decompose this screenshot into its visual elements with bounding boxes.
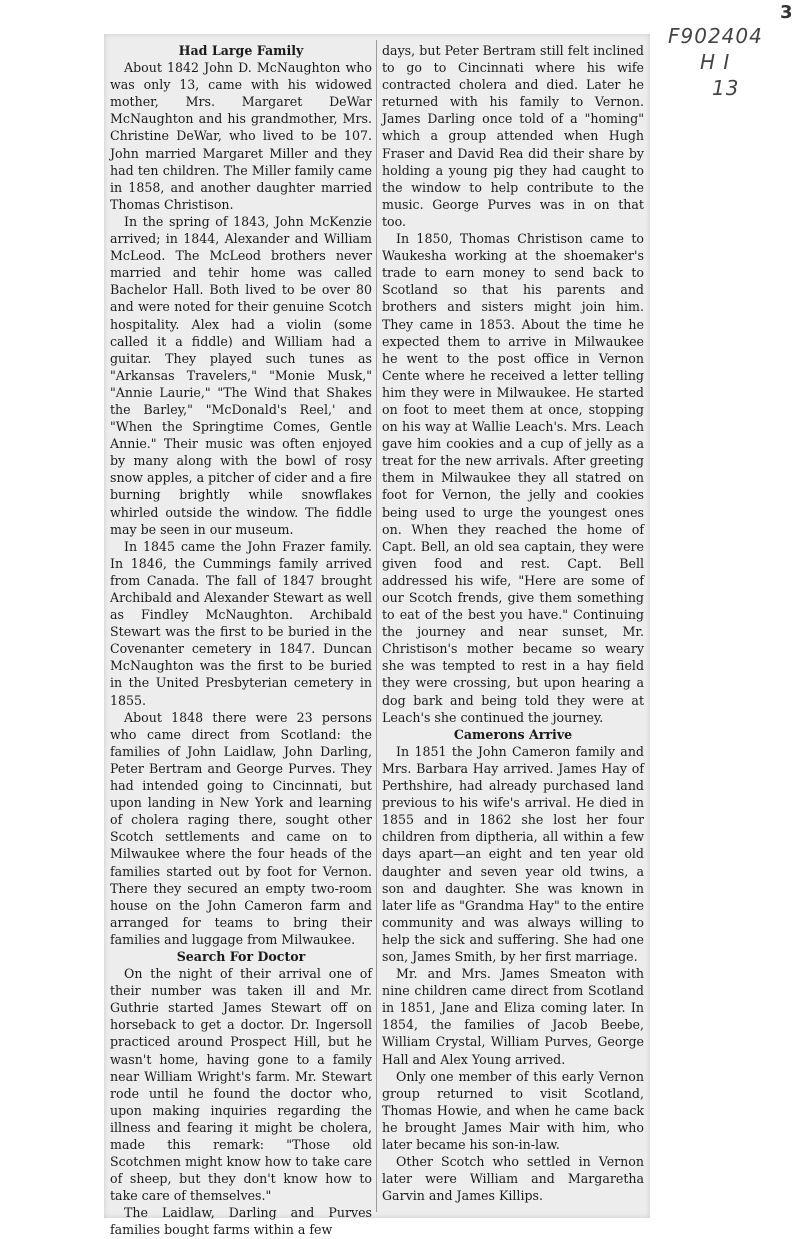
right-column — [382, 42, 644, 1204]
paragraph: days, but Peter Bertram still felt inclined to go to Cincinnati where his wife contracted cholera and died. Later he returned with his family to Vernon. James Darling once told of a "homing" which a group attended when Hugh Fraser and David Rea did their share by holding a young pig they had caught to the window to help contribute to the music. George Purves was in on that too. — [382, 43, 644, 229]
paragraph: In 1851 the John Cameron family and Mrs. Barbara Hay arrived. James Hay of Perthshire, had already purchased land previous to his wife's arrival. He died in 1855 and in 1862 she lost her four children from diptheria, all within a few days apart—an eight and ten year old daughter and seven year old twins, a son and daughter. She was known in later life as "Grandma Hay" to the entire community and was always willing to help the sick and suffering. She had one son, James Smith, by her first marriage. — [382, 743, 644, 964]
paragraph: In the spring of 1843, John McKenzie arrived; in 1844, Alexander and William McLeod. The McLeod brothers never married and tehir home was called Bachelor Hall. Both lived to be over 80 and were noted for their genuine Scotch hospitality. Alex had a violin (some called it a fiddle) and William had a guitar. They played such tunes as "Arkansas Travelers," "Monie Musk," "Annie Laurie," "The Wind that Shakes the Barley," "McDonald's Reel,' and "When the Springtime Comes, Gentle Annie." Their music was often enjoyed by many along with the bowl of rosy snow apples, a pitcher of cider and a fire burning brightly while snowflakes whirled outside the window. The fiddle may be seen in our museum. — [110, 213, 372, 537]
paragraph: Other Scotch who settled in Vernon later were William and Margaretha Garvin and James Killips. — [382, 1154, 644, 1204]
paragraph: Only one member of this early Vernon group returned to visit Scotland, Thomas Howie, and when he came back he brought James Mair with him, who later became his son-in-law. — [382, 1068, 644, 1152]
left-column — [110, 42, 372, 1239]
paragraph: About 1848 there were 23 persons who came direct from Scotland: the families of John Laidlaw, John Darling, Peter Bertram and George Purves. They had intended going to Cincinnati, but upon landing in New York and learning of cholera raging there, sought other Scotch settlements and came on to Milwaukee where the four heads of the families started out by foot for Vernon. There they secured an empty two-room house on the John Cameron farm and arranged for teams to bring their families and luggage from Milwaukee. — [110, 709, 372, 947]
heading-had-large-family: Had Large Family — [178, 43, 304, 58]
column-divider — [376, 40, 377, 1212]
heading-search-for-doctor: Search For Doctor — [176, 948, 306, 964]
handwritten-note-1: F902404 — [668, 24, 763, 48]
paragraph: On the night of their arrival one of their number was taken ill and Mr. Guthrie started James Stewart off on horseback to get a doctor. Dr. Ingersoll practiced around Prospect Hill, but he wasn't home, having gone to a family near William Wright's farm. Mr. Stewart rode until he found the doctor who, upon making inquiries regarding the illness and fearing it might be cholera, made this remark: "Those old Scotchmen might know how to take care of sheep, but they don't know how to take care of themselves." — [110, 966, 372, 1204]
page-number: 3 — [780, 2, 793, 23]
paragraph: In 1845 came the John Frazer family. In 1846, the Cummings family arrived from Canada. The fall of 1847 brought Archibald and Alexander Stewart as well as Findley McNaughton. Archibald Stewart was the first to be buried in the Covenanter cemetery in 1847. Duncan McNaughton was the first to be buried in the United Presbyterian cemetery in 1855. — [110, 538, 372, 708]
paragraph: Mr. and Mrs. James Smeaton with nine children came direct from Scotland in 1851, Jane and Eliza coming later. In 1854, the families of Jacob Beebe, William Crystal, William Purves, George Hall and Alex Young arrived. — [382, 966, 644, 1067]
handwritten-note-3: 13 — [712, 76, 740, 100]
paragraph: The Laidlaw, Darling and Purves families bought farms within a few — [110, 1205, 372, 1238]
paragraph: About 1842 John D. McNaughton who was only 13, came with his widowed mother, Mrs. Margaret DeWar McNaughton and his grandmother, Mrs. Christine DeWar, who lived to be 107. John married Margaret Miller and they had ten children. The Miller family came in 1858, and another daughter married Thomas Christison. — [110, 60, 372, 212]
handwritten-note-2: H I — [700, 50, 731, 74]
heading-camerons-arrive: Camerons Arrive — [453, 726, 573, 742]
paragraph: In 1850, Thomas Christison came to Waukesha working at the shoemaker's trade to earn money to send back to Scotland so that his parents and brothers and sisters might join him. They came in 1853. About the time he expected them to arrive in Milwaukee he went to the post office in Vernon Cente where he received a letter telling him they were in Milwaukee. He started on foot to meet them at once, stopping on his way at Wallie Leach's. Mrs. Leach gave him cookies and a cup of jelly as a treat for the new arrivals. After greeting them in Milwaukee they all statred on foot for Vernon, the jelly and cookies being used to urge the youngest ones on. When they reached the home of Capt. Bell, an old sea captain, they were given food and rest. Capt. Bell addressed his wife, "Here are some of our Scotch frends, give them something to eat of the best you have." Continuing the journey and near sunset, Mr. Christison's mother became so weary she was tempted to rest in a hay field they were crossing, but upon hearing a dog bark and being told they were at Leach's she continued the journey. — [382, 231, 644, 725]
newspaper-clipping — [104, 34, 650, 1238]
